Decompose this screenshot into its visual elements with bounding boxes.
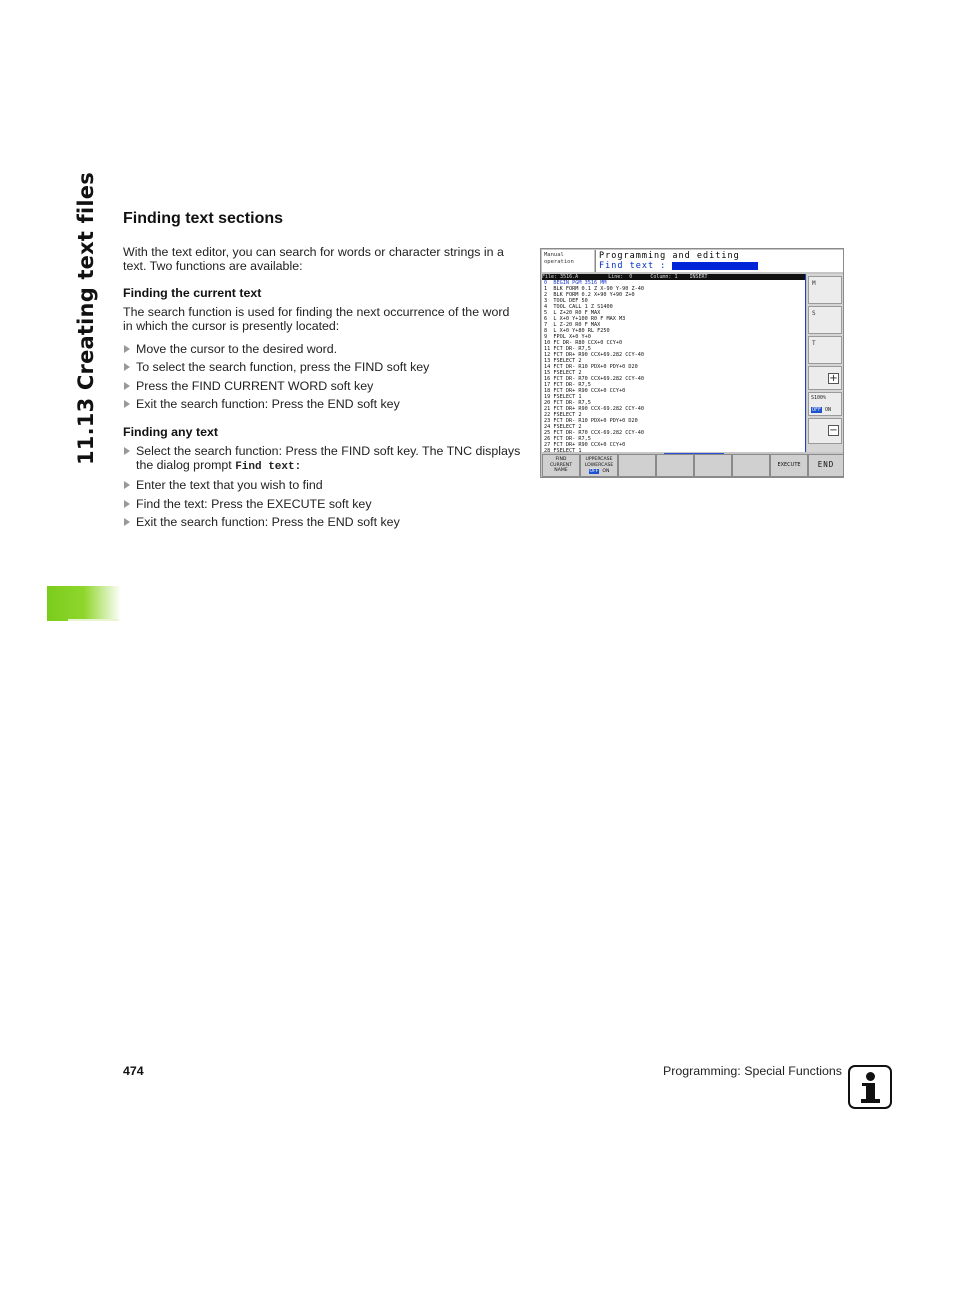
list-item <box>123 342 523 356</box>
dialog-prompt-code: Find text: <box>235 461 302 473</box>
program-line[interactable]: 20 FCT DR- R7,5 <box>544 400 591 406</box>
list-item <box>123 360 523 374</box>
off-label: OFF <box>589 469 599 474</box>
program-line[interactable]: 9 FPOL X+0 Y+0 <box>544 334 591 340</box>
program-line[interactable]: 4 TOOL CALL 1 Z S1400 <box>544 304 613 310</box>
spindle-button[interactable] <box>808 306 842 334</box>
subsection-description-current: The search function is used for finding the next occurrence of the word in which the cursor is presently located: <box>123 305 510 333</box>
program-listing <box>542 274 805 452</box>
arrow-icon <box>124 400 130 408</box>
header-mode-title: Programming and editing <box>599 251 740 261</box>
arrow-icon <box>124 382 130 390</box>
program-line[interactable]: 17 FCT DR- R7,5 <box>544 382 591 388</box>
steps-list-any <box>123 444 523 534</box>
on-label: ON <box>602 469 610 474</box>
softkey-row <box>542 454 844 478</box>
off-on-toggle <box>581 469 617 475</box>
list-item <box>123 397 523 411</box>
program-line[interactable]: 7 L Z-20 R0 F MAX <box>544 322 601 328</box>
step-text: Exit the search function: Press the END soft key <box>136 397 400 412</box>
program-line[interactable]: 21 FCT DR+ R90 CCX-69.282 CCY-40 <box>544 406 644 412</box>
step-text: Exit the search function: Press the END soft key <box>136 515 400 530</box>
spindle-override-toggle[interactable] <box>808 392 842 416</box>
program-line[interactable]: 15 FSELECT 2 <box>544 370 582 376</box>
program-line[interactable]: 19 FSELECT 1 <box>544 394 582 400</box>
arrow-icon <box>124 447 130 455</box>
operating-mode-panel <box>542 250 594 272</box>
program-line[interactable]: 27 FCT DR+ R90 CCX+0 CCY+0 <box>544 442 626 448</box>
step-text: Find the text: Press the EXECUTE soft key <box>136 496 372 511</box>
list-item <box>123 379 523 393</box>
softkey-label: NAME <box>554 468 568 473</box>
s-icon: S <box>812 310 816 317</box>
empty-softkey[interactable] <box>656 454 694 477</box>
section-intro: With the text editor, you can search for words or character strings in a text. Two functions are available: <box>123 245 504 273</box>
tnc-screenshot <box>540 248 844 478</box>
spindle-override-label: S100% <box>811 395 827 401</box>
subsection-heading-any: Finding any text <box>123 425 218 439</box>
step-text: Move the cursor to the desired word. <box>136 342 338 356</box>
section-title: Finding text sections <box>123 210 284 227</box>
find-text-input[interactable] <box>672 262 758 270</box>
program-line[interactable]: 13 FSELECT 2 <box>544 358 582 364</box>
off-label: OFF <box>812 407 822 413</box>
m-function-button[interactable] <box>808 276 842 304</box>
program-line[interactable]: 24 FSELECT 2 <box>544 424 582 430</box>
list-item <box>123 497 523 511</box>
program-line[interactable]: 0 BEGIN PGM 3516 MM <box>544 280 607 286</box>
softkey-label: CURRENT <box>549 462 573 468</box>
machine-status-panel <box>807 274 843 452</box>
arrow-icon <box>124 363 130 371</box>
chapter-tab-marker <box>47 586 121 621</box>
program-line[interactable]: 22 FSELECT 2 <box>544 412 582 418</box>
chapter-tab-underline <box>68 619 118 621</box>
plus-icon: + <box>829 373 838 384</box>
editor-status-bar: File: 3516.A Line: 0 Column: 1 INSERT <box>542 274 805 280</box>
uppercase-lowercase-softkey[interactable] <box>580 454 618 477</box>
empty-softkey[interactable] <box>694 454 732 477</box>
info-icon <box>848 1065 892 1109</box>
program-line[interactable]: 6 L X+0 Y+100 R0 F MAX M3 <box>544 316 626 322</box>
program-line[interactable]: 28 FSELECT 1 <box>544 448 582 452</box>
override-increase-button[interactable] <box>808 366 842 390</box>
arrow-icon <box>124 500 130 508</box>
subsection-heading-current: Finding the current text <box>123 286 262 300</box>
mode-label: operation <box>544 259 574 265</box>
step-text: To select the search function, press the FIND soft key <box>136 360 430 375</box>
footer-chapter: Programming: Special Functions <box>662 1064 842 1078</box>
empty-softkey[interactable] <box>618 454 656 477</box>
scrollbar[interactable] <box>805 274 806 452</box>
program-line[interactable]: 5 L Z+20 R0 F MAX <box>544 310 601 316</box>
empty-softkey[interactable] <box>732 454 770 477</box>
program-line[interactable]: 18 FCT DR+ R90 CCX+0 CCY+0 <box>544 388 626 394</box>
find-current-softkey[interactable] <box>542 454 580 477</box>
step-text: Press the FIND CURRENT WORD soft key <box>136 378 374 393</box>
mode-label: Manual <box>544 252 564 258</box>
chapter-side-title: 11.13 Creating text files <box>74 172 98 465</box>
step-text: Enter the text that you wish to find <box>136 478 323 493</box>
override-decrease-button[interactable] <box>808 418 842 444</box>
softkey-label: FIND <box>555 457 567 462</box>
program-line[interactable]: 10 FC DR- R80 CCX+0 CCY+0 <box>544 340 623 346</box>
arrow-icon <box>124 481 130 489</box>
step-text: Select the search function: Press the FIND soft key. The TNC displays the dialog prompt <box>136 444 521 472</box>
program-line[interactable]: 11 FCT DR- R7,5 <box>544 346 591 352</box>
program-line[interactable]: 2 BLK FORM 0.2 X+90 Y+90 Z+0 <box>544 292 635 298</box>
end-softkey[interactable] <box>808 454 844 477</box>
m-icon: M <box>812 280 816 287</box>
list-item <box>123 444 523 474</box>
arrow-icon <box>124 518 130 526</box>
program-line[interactable]: 12 FCT DR+ R90 CCX+69.282 CCY-40 <box>544 352 644 358</box>
execute-softkey[interactable] <box>770 454 808 477</box>
page-number: 474 <box>123 1064 144 1078</box>
program-line[interactable]: 8 L X+0 Y+80 RL F250 <box>544 328 610 334</box>
steps-list-current <box>123 342 523 416</box>
find-text-prompt: Find text : <box>599 261 667 271</box>
softkey-label: EXECUTE <box>777 462 801 468</box>
t-icon: T <box>812 340 816 347</box>
softkey-label: UPPERCASE <box>585 457 613 462</box>
tnc-header <box>595 250 843 272</box>
softkey-label: END <box>817 460 835 469</box>
list-item <box>123 515 523 529</box>
tool-button[interactable] <box>808 336 842 364</box>
program-line[interactable]: 14 FCT DR- R10 PDX+0 PDY+0 D20 <box>544 364 638 370</box>
program-line[interactable]: 23 FCT DR- R10 PDX+0 PDY+0 D20 <box>544 418 638 424</box>
program-line[interactable]: 16 FCT DR- R70 CCX+69.282 CCY-40 <box>544 376 644 382</box>
arrow-icon <box>124 345 130 353</box>
softkey-label: LOWERCASE <box>584 462 614 468</box>
minus-icon: − <box>829 425 838 436</box>
list-item <box>123 478 523 492</box>
program-line[interactable]: 3 TOOL DEF 50 <box>544 298 588 304</box>
off-on-toggle <box>811 407 831 413</box>
program-line[interactable]: 1 BLK FORM 0.1 Z X-90 Y-90 Z-40 <box>544 286 644 292</box>
program-line[interactable]: 26 FCT DR- R7,5 <box>544 436 591 442</box>
program-line[interactable]: 25 FCT DR- R70 CCX-69.282 CCY-40 <box>544 430 644 436</box>
on-label: ON <box>825 407 832 413</box>
